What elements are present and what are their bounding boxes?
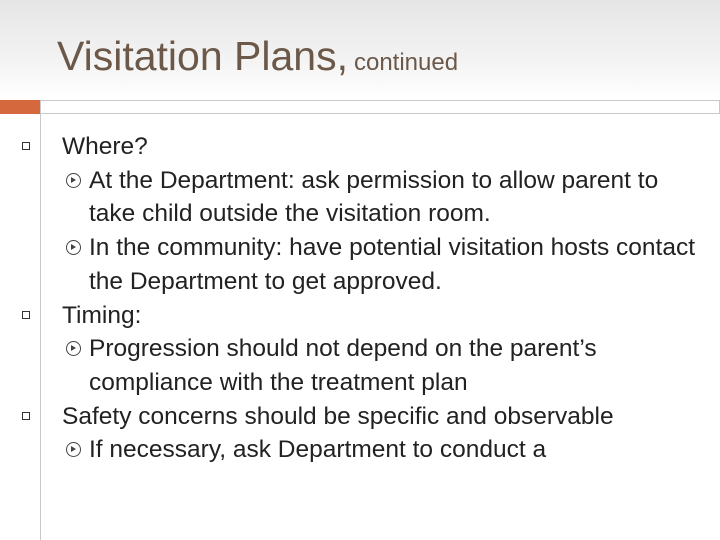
circled-arrow-bullet-icon [66,240,81,255]
sub-bullet-text: In the community: have potential visitation hosts contact the Department to get approved. [89,234,696,295]
sub-bullet-list [62,164,702,299]
bullet-text: Timing: [62,301,142,329]
sub-bullet-item [62,332,702,399]
sub-bullet-item [62,231,702,298]
sub-bullet-list [62,433,702,467]
accent-divider [40,100,720,114]
bullet-text: Safety concerns should be specific and observable [62,402,614,430]
square-bullet-icon [22,142,30,150]
sub-bullet-item [62,164,702,231]
slide-title-suffix: continued [353,49,459,76]
slide-title-main: Visitation Plans, [57,33,348,79]
bullet-item [22,130,702,299]
bullet-item [22,400,702,467]
bullet-list [22,130,702,467]
circled-arrow-bullet-icon [66,341,81,356]
circled-arrow-bullet-icon [66,173,81,188]
square-bullet-icon [22,311,30,319]
accent-bar [0,100,40,114]
bullet-item [22,299,702,400]
square-bullet-icon [22,412,30,420]
bullet-text: Where? [62,133,148,160]
slide-title [57,34,458,79]
sub-bullet-list [62,332,702,399]
sub-bullet-text: If necessary, ask Department to conduct a [89,436,547,464]
circled-arrow-bullet-icon [66,442,81,457]
sub-bullet-text: At the Department: ask permission to allow parent to take child outside the visitation room. [89,166,659,228]
sub-bullet-text: Progression should not depend on the parent’s compliance with the treatment plan [89,335,597,396]
sub-bullet-item [62,433,702,467]
title-area [0,0,720,100]
slide-body [22,130,702,467]
